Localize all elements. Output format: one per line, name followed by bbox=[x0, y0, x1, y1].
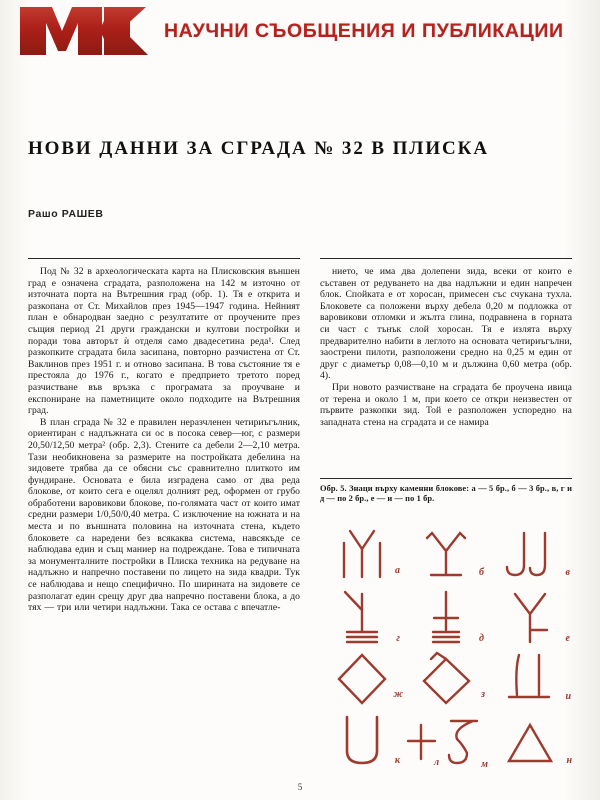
figure-mason-marks bbox=[320, 524, 572, 786]
symbol-label: н bbox=[566, 755, 572, 766]
symbol-label: л bbox=[434, 757, 440, 768]
body-column-right bbox=[320, 266, 572, 428]
symbol-label: и bbox=[565, 691, 571, 702]
symbol-label: б bbox=[479, 567, 484, 578]
header-title: НАУЧНИ СЪОБЩЕНИЯ И ПУБЛИКАЦИИ bbox=[164, 19, 564, 42]
symbol-label: м bbox=[481, 759, 488, 770]
symbol-label: в bbox=[565, 567, 570, 578]
symbol-label: г bbox=[396, 633, 400, 644]
paragraph: Под № 32 в археологическата карта на Плисковския външен град е означена сградата, разположена на 142 м източно от източната порта на Вътрешния град (обр. 1). Тя е открита и разкопана от Ст. Михайлов през 1945—1947 година. Нейният план е обнародван заедно с резултатите от проучените през същия период 21 други граждански и култови постройки и поради това авторът ѝ отделя само двадесетина реда¹. След разкопките сградата била засипана, повторно разчистена от Ст. Ваклинов през 1951 г. и отново засипана. В това състояние тя е престояла до 1976 г., когато е предприето третото поред разчистване във връзка с програмата за проучване и експониране на паметниците около подходите на Вътрешния град. bbox=[28, 266, 300, 417]
paragraph: В план сграда № 32 е правилен неразчленен четириъгълник, ориентиран с надлъжната си ос в посока север—юг, с размери 20,50/12,50 метра² (обр. 2,3). Стените са дебели 2—2,10 метра. Тази необикновена за размерите на постройката дебелина на зидовете трябва да се обясни със сравнително плиткото им фундиране. Основата е била изградена само от два реда блокове, от които сега е оцелял долният ред, оформен от грубо обработени варовикови блокове, по-голямата част от които имат средни размери 1/0,50/0,40 метра. С изключение на южната и на места и по външната половина на източната стена, където блоковете са наредени без всякаква система, навсякъде се наблюдава един и същ маниер на подреждане. Това е типичната за монументалните постройки в Плиска техника на редуване на надлъжно и напречно поставени по лицето на зида квадри. Тук се наблюдава и нещо специфично. По ширината на зидовете се разполагат един срещу друг два напречно поставени блока, а до тях — три или четири надлъжни. Така се остава с впечатле- bbox=[28, 416, 300, 614]
symbol-u-sign bbox=[320, 710, 404, 772]
page-number: 5 bbox=[297, 782, 303, 792]
figure-caption: Обр. 5. Знаци върху каменни блокове: а — 5 бр., б — 3 бр., в, г и д — по 2 бр., е — и — по 1 бр. bbox=[320, 484, 572, 503]
symbol-label: з bbox=[481, 689, 485, 700]
symbol-rhombus-sign bbox=[320, 648, 404, 710]
column-rule-left bbox=[28, 258, 300, 259]
symbol-label: д bbox=[479, 633, 484, 644]
paragraph: нието, че има два долепени зида, всеки от които е съставен от редуването на два надлъжни и един напречен блок. Спойката е от хоросан, примесен със счукана тухла. Блоковете са положени върху дебела 0,20 м подложка от варовикови отломки и жълта глина, подравнена в горната си част с тънък слой хоросан. Тя е излята върху предварително набити в леглото на основата четириъгълни, заострени пилоти, разположени средно на 0,25 м един от друг с диаметър 0,08—0,10 м и дължина 0,60 метра (обр. 4). bbox=[320, 266, 572, 382]
symbol-y-with-hooked-arms-and-base-sign bbox=[404, 524, 488, 586]
figure-separator bbox=[320, 478, 572, 479]
symbol-vertical-over-triple-bar-sign bbox=[404, 586, 488, 648]
page-header bbox=[0, 0, 600, 62]
symbol-iyi-with-y-sign bbox=[320, 524, 404, 586]
column-rule-right bbox=[320, 258, 572, 259]
symbol-label: ж bbox=[393, 689, 403, 700]
symbol-triangle-sign bbox=[488, 710, 572, 772]
paragraph: При новото разчистване на сградата бе проучена ивица от терена и около 1 м, при което се откри неизвестен от първите разкопки зид. Той е разположен успоредно на западната стена на сградата и се намира bbox=[320, 381, 572, 428]
body-column-left bbox=[28, 266, 300, 614]
mpk-logo-icon bbox=[18, 5, 150, 57]
symbol-label: а bbox=[395, 565, 400, 576]
article-author: Рашо РАШЕВ bbox=[28, 208, 104, 220]
page-title: НОВИ ДАННИ ЗА СГРАДА № 32 В ПЛИСКА bbox=[28, 138, 489, 159]
symbol-u-on-baseline-sign bbox=[488, 648, 572, 710]
symbol-rhombus-with-hooked-top-sign bbox=[404, 648, 488, 710]
symbol-cross-and-hooked-s-group bbox=[404, 710, 488, 772]
symbol-label: к bbox=[394, 755, 400, 766]
symbol-label: е bbox=[565, 633, 570, 644]
symbol-branch-over-triple-bar-sign bbox=[320, 586, 404, 648]
symbol-y-with-crossbar-sign bbox=[488, 586, 572, 648]
symbol-double-hook-sign bbox=[488, 524, 572, 586]
